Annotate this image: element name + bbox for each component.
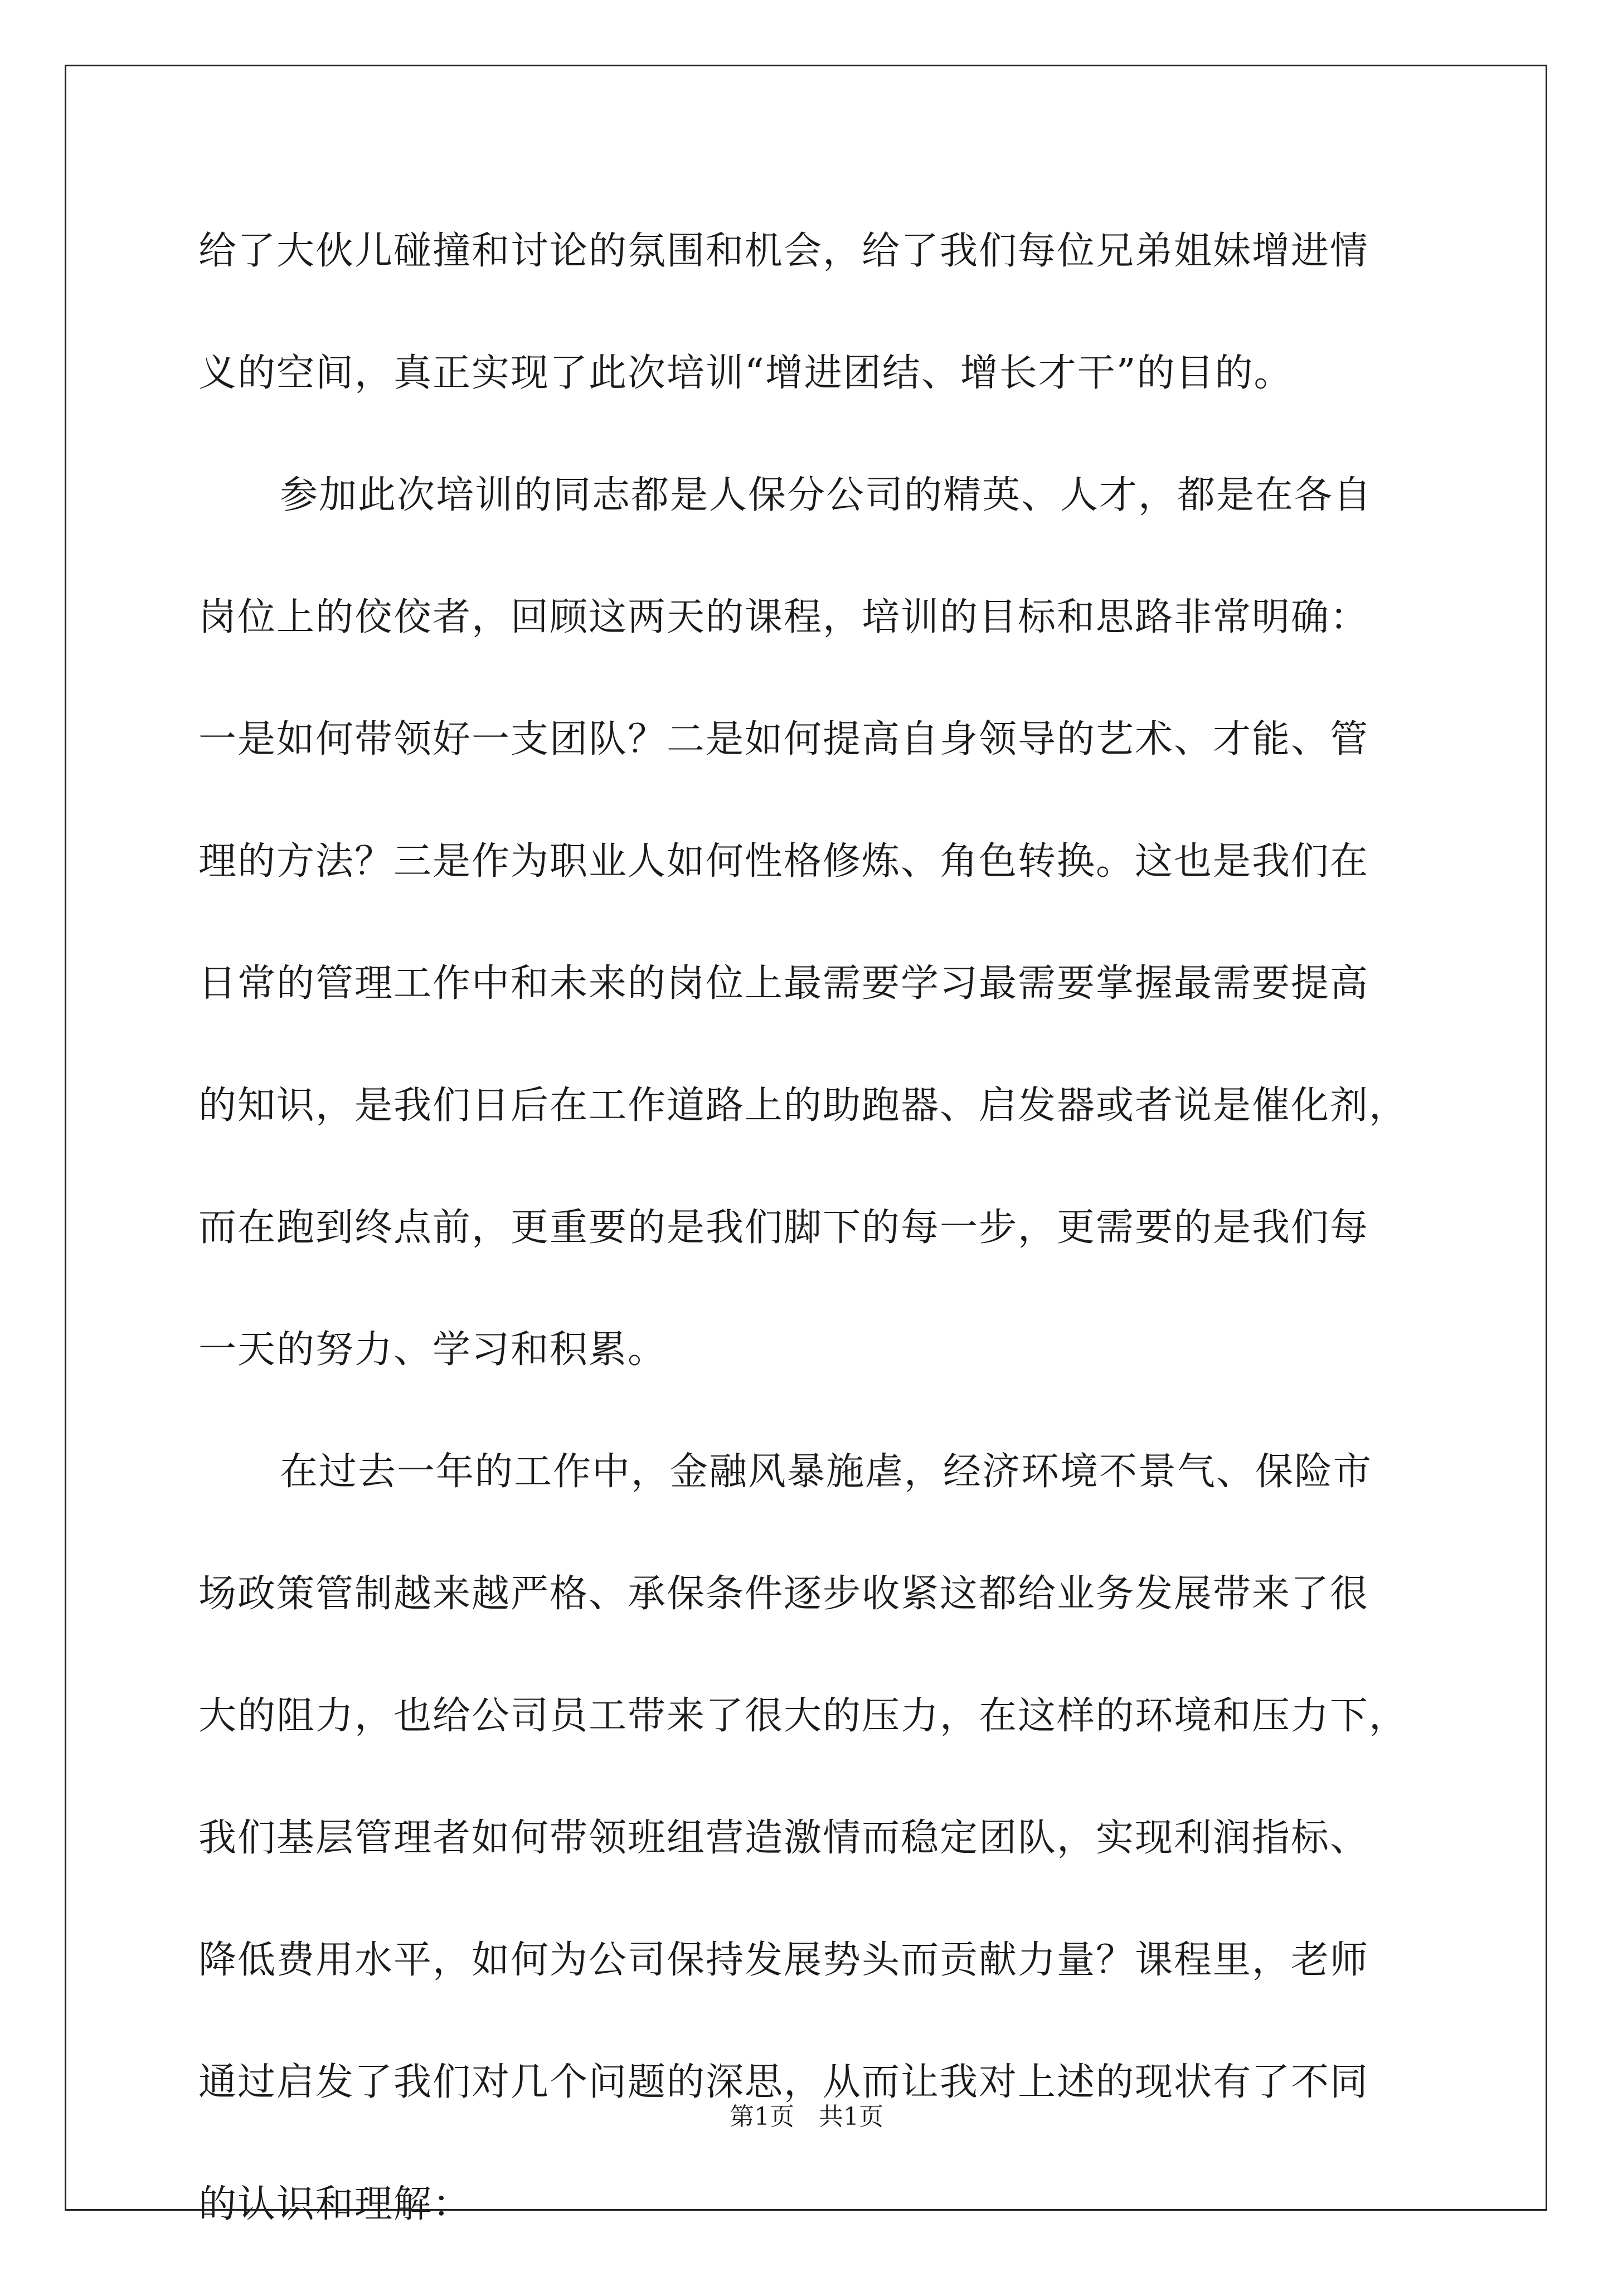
text-line: 日常的管理工作中和未来的岗位上最需要学习最需要掌握最需要提高 [198, 962, 1369, 1006]
text-line: 降低费用水平，如何为公司保持发展势头而贡献力量？课程里，老师 [198, 1938, 1369, 1982]
text-line: 岗位上的佼佼者，回顾这两天的课程，培训的目标和思路非常明确： [198, 595, 1369, 639]
text-line: 一是如何带领好一支团队？二是如何提高自身领导的艺术、才能、管 [198, 717, 1369, 761]
text-line: 的认识和理解： [198, 2182, 472, 2226]
text-line: 而在跑到终点前，更重要的是我们脚下的每一步，更需要的是我们每 [198, 1206, 1369, 1250]
document-body [198, 221, 1422, 2296]
text-line: 大的阻力，也给公司员工带来了很大的压力，在这样的环境和压力下， [198, 1694, 1408, 1738]
paragraph-start-line: 在过去一年的工作中，金融风暴施虐，经济环境不景气、保险市 [280, 1450, 1373, 1494]
text-line: 我们基层管理者如何带领班组营造激情而稳定团队，实现利润指标、 [198, 1816, 1369, 1860]
text-line: 的知识，是我们日后在工作道路上的助跑器、启发器或者说是催化剂， [198, 1084, 1408, 1128]
text-line: 义的空间，真正实现了此次培训“增进团结、增长才干”的目的。 [198, 351, 1293, 395]
paragraph-start-line: 参加此次培训的同志都是人保分公司的精英、人才，都是在各自 [280, 473, 1373, 517]
text-line: 场政策管制越来越严格、承保条件逐步收紧这都给业务发展带来了很 [198, 1572, 1369, 1616]
page-number-footer: 第1页 共1页 [730, 2103, 883, 2131]
text-line: 一天的努力、学习和积累。 [198, 1328, 667, 1372]
text-line: 理的方法？三是作为职业人如何性格修炼、角色转换。这也是我们在 [198, 839, 1369, 884]
text-line: 通过启发了我们对几个问题的深思，从而让我对上述的现状有了不同 [198, 2060, 1369, 2104]
text-line: 给了大伙儿碰撞和讨论的氛围和机会，给了我们每位兄弟姐妹增进情 [198, 229, 1369, 273]
